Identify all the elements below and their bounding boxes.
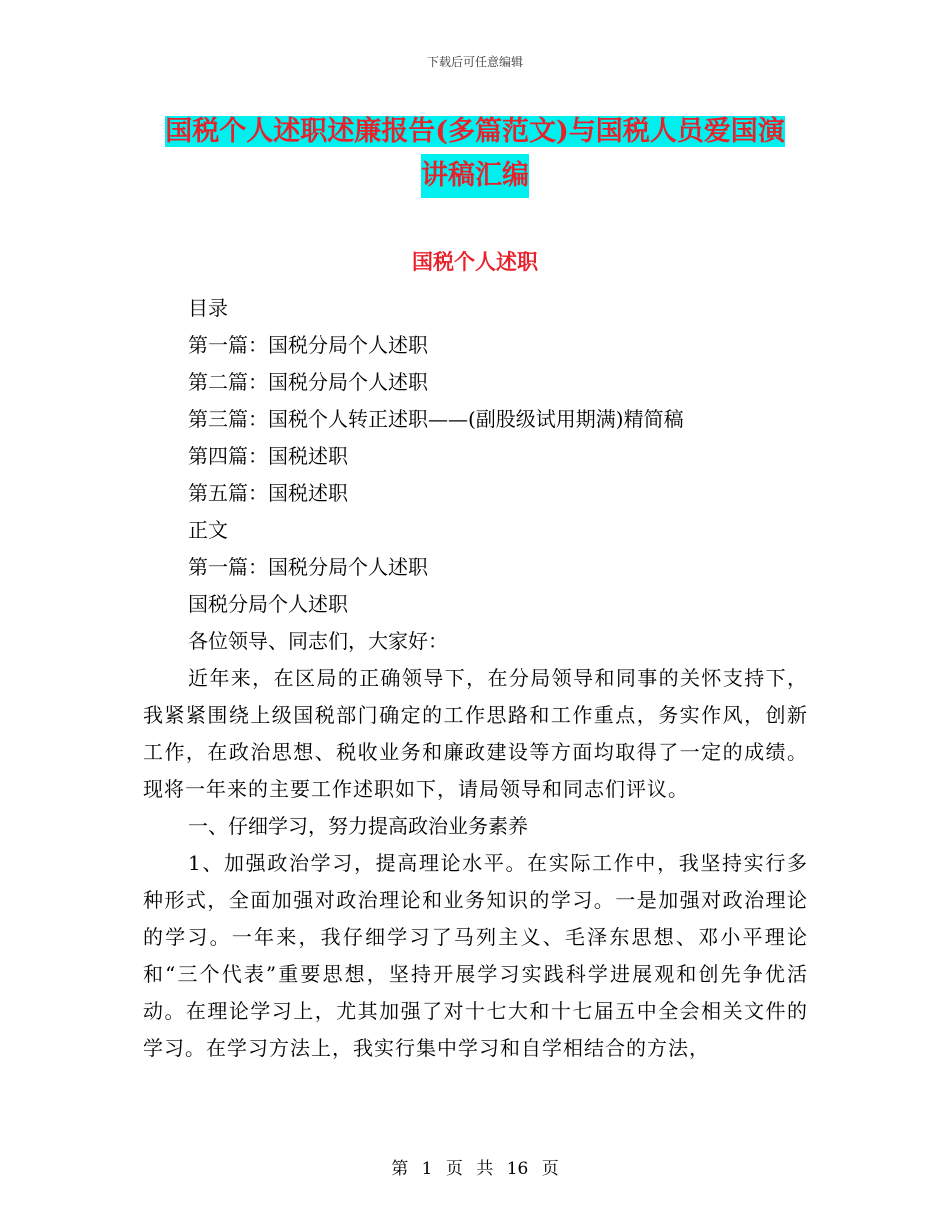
toc-item-2: 第二篇：国税分局个人述职 xyxy=(188,370,428,394)
body-heading: 正文 xyxy=(188,518,228,542)
chapter-subtitle: 国税分局个人述职 xyxy=(188,592,348,616)
paragraph-intro: 近年来，在区局的正确领导下，在分局领导和同事的关怀支持下，我紧紧围绕上级国税部门确定的工作思路和工作重点，务实作风，创新工作，在政治思想、税收业务和廉政建设等方面均取得了一定的成绩。现将一年来的主要工作述职如下，请局领导和同志们评议。 xyxy=(143,666,808,801)
footer-page-label: 页 xyxy=(445,1159,463,1179)
toc-item-3: 第三篇：国税个人转正述职——(副股级试用期满)精简稿 xyxy=(188,407,684,431)
paragraph-study: 1、加强政治学习，提高理论水平。在实际工作中，我坚持实行多种形式，全面加强对政治理论和业务知识的学习。一是加强对政治理论的学习。一年来，我仔细学习了马列主义、毛泽东思想、邓小平理论和“三个代表”重要思想，坚持开展学习实践科学进展观和创先争优活动。在理论学习上，尤其加强了对十七大和十七届五中全会相关文件的学习。在学习方法上，我实行集中学习和自学相结合的方法， xyxy=(143,851,808,1060)
footer-prefix: 第 xyxy=(391,1159,409,1179)
subheading-1: 一、仔细学习，努力提高政治业务素养 xyxy=(188,814,528,838)
title-line-1: 国税个人述职述廉报告(多篇范文)与国税人员爱国演 xyxy=(165,116,785,147)
chapter-heading: 第一篇：国税分局个人述职 xyxy=(188,555,428,579)
header-note: 下载后可任意编辑 xyxy=(426,55,523,69)
toc-item-4: 第四篇：国税述职 xyxy=(188,444,348,468)
page-number: 1 xyxy=(421,1159,433,1179)
title-line-2: 讲稿汇编 xyxy=(421,154,529,198)
page-footer xyxy=(0,1154,950,1179)
total-pages: 16 xyxy=(506,1159,529,1179)
document-title xyxy=(0,110,950,198)
footer-total-prefix: 共 xyxy=(476,1159,494,1179)
toc-heading: 目录 xyxy=(188,296,228,320)
document-body xyxy=(143,290,808,1067)
salutation: 各位领导、同志们，大家好： xyxy=(188,629,448,653)
section-title: 国税个人述职 xyxy=(412,249,538,274)
footer-total-suffix: 页 xyxy=(541,1159,559,1179)
toc-item-1: 第一篇：国税分局个人述职 xyxy=(188,333,428,357)
toc-item-5: 第五篇：国税述职 xyxy=(188,481,348,505)
